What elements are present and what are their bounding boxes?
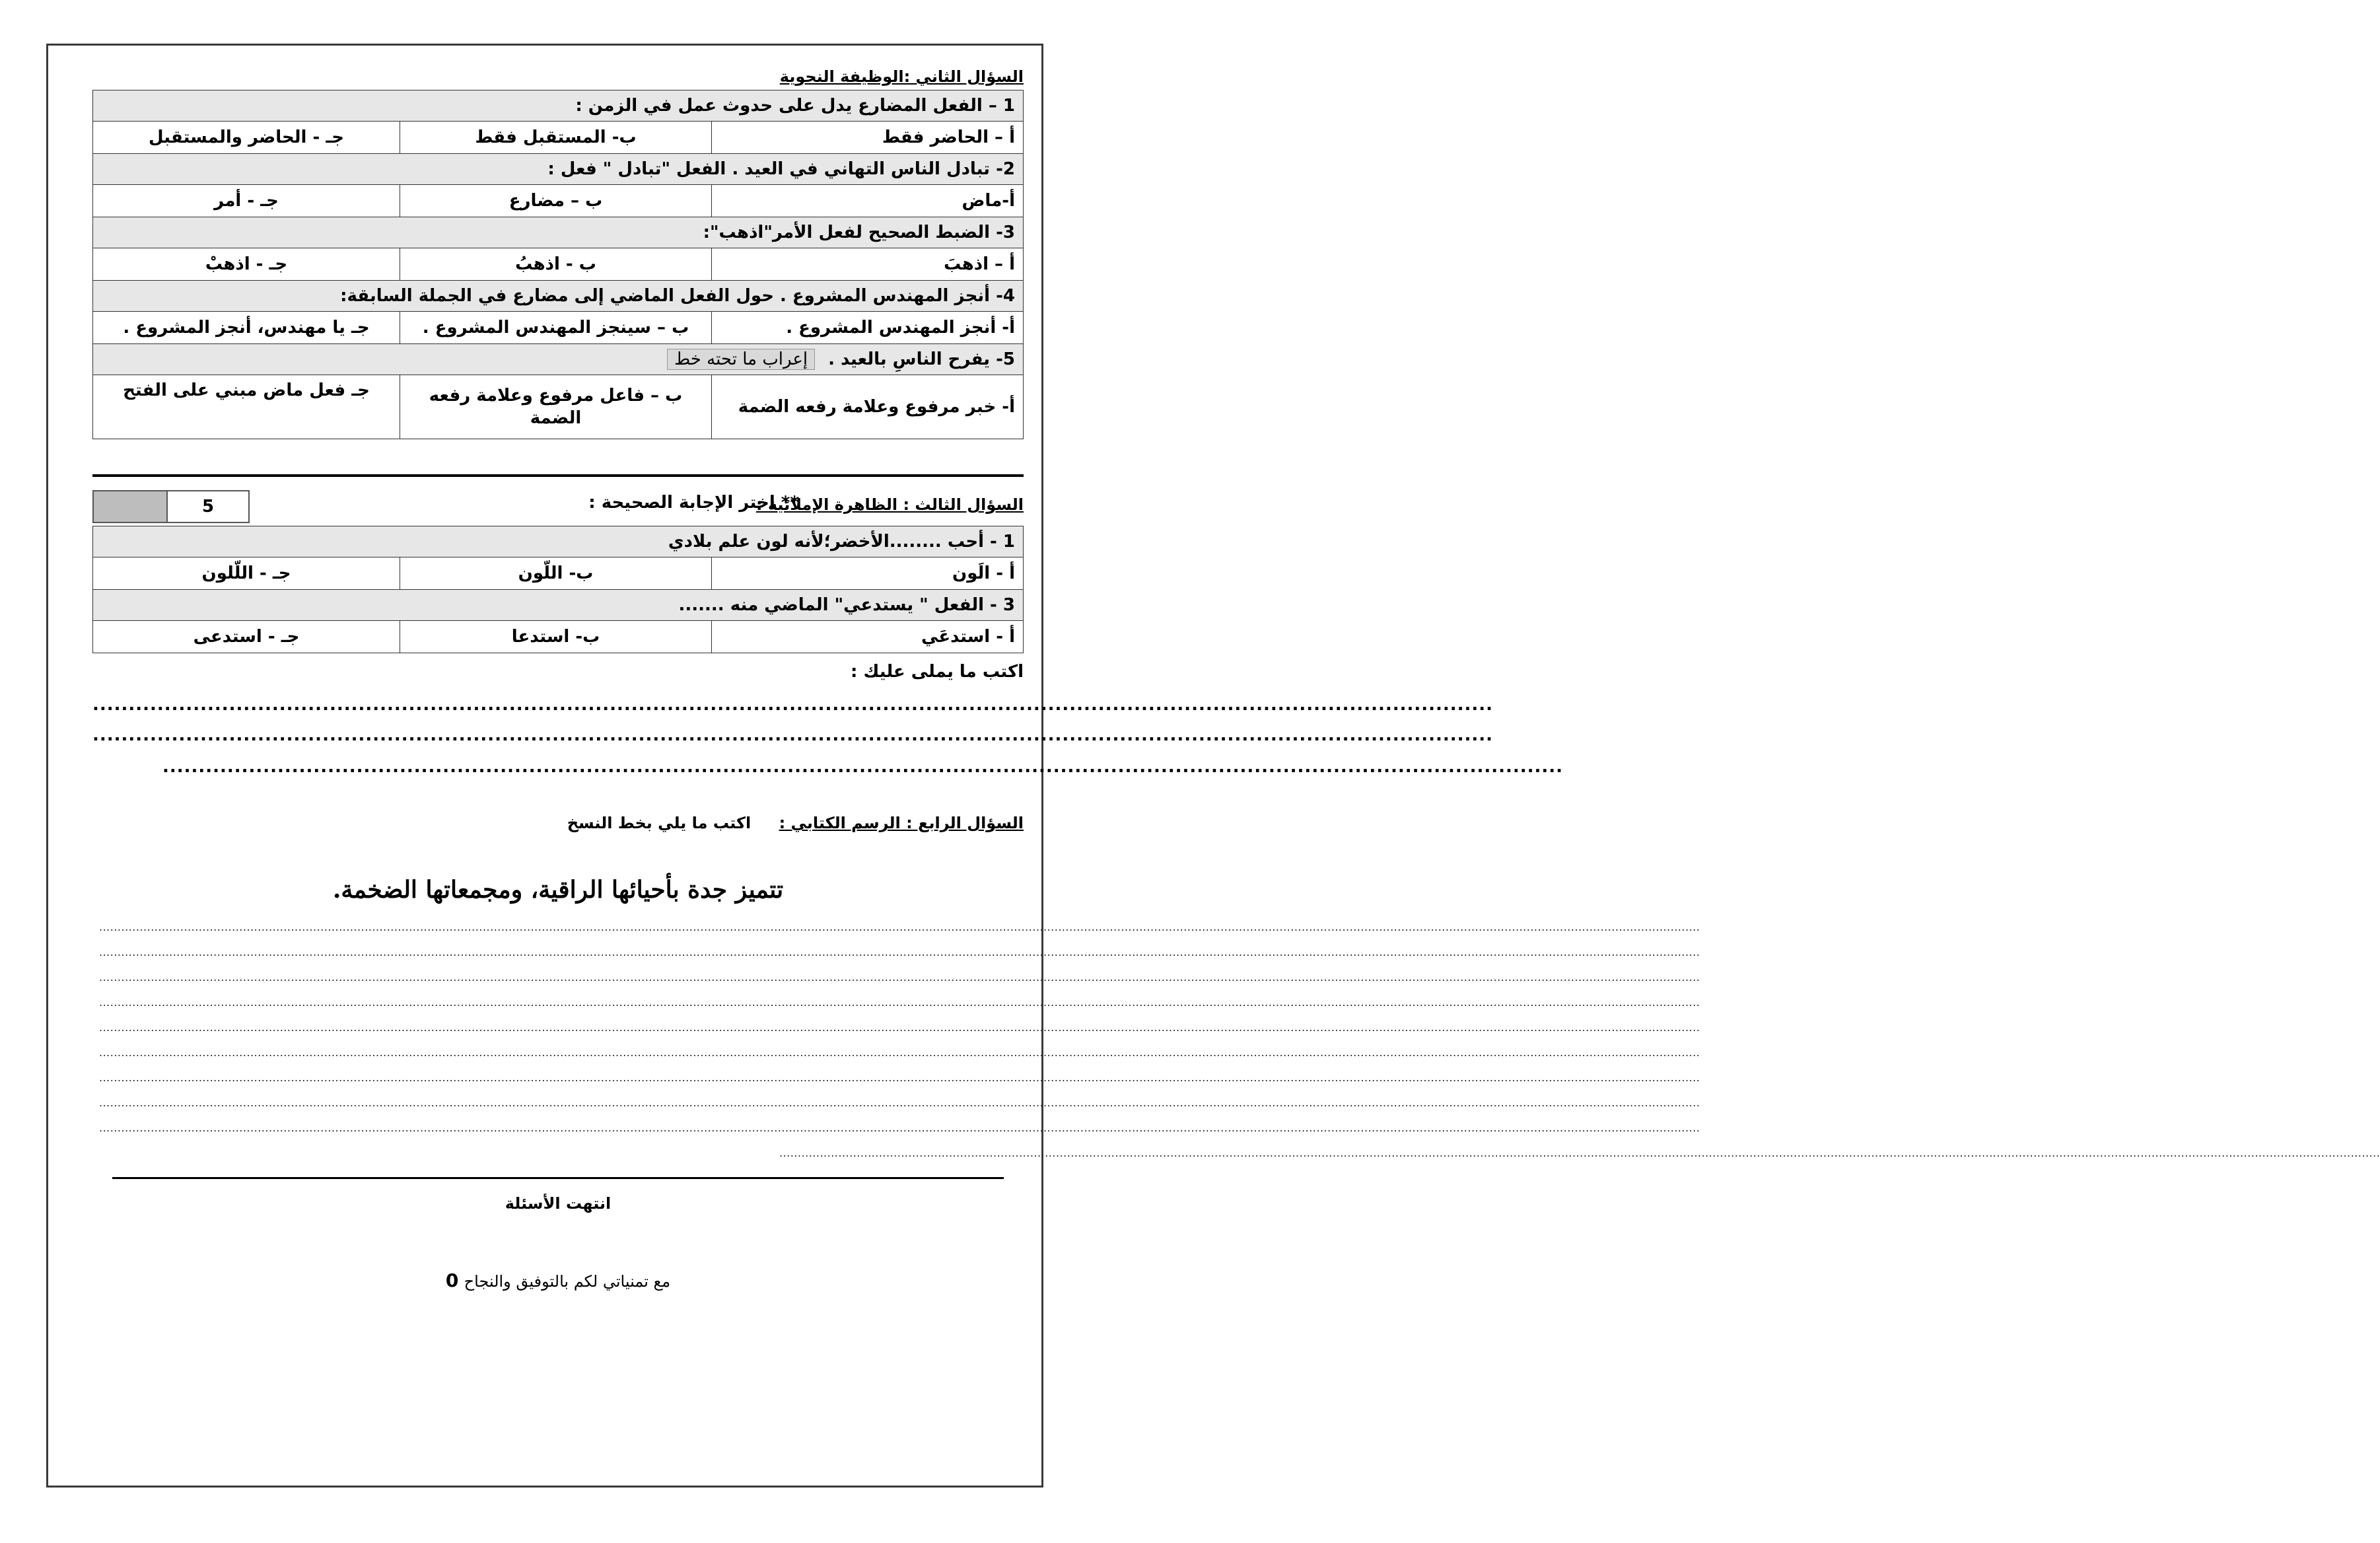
question-row	[93, 154, 1024, 185]
writing-line: ..................................................................................................................................................................................................................................................................................................................................................................................................................................................	[99, 1046, 1700, 1059]
section-2-title: السؤال الثاني :الوظيفة النحوية	[779, 67, 1024, 86]
option-a: أ – الحاضر فقط	[712, 122, 1024, 154]
option-b: ب – فاعل مرفوع وعلامة رفعه الضمة	[400, 375, 712, 439]
section-3-title: السؤال الثالث : الظاهرة الإملائية :	[755, 495, 1024, 514]
section-2-table	[92, 90, 1024, 439]
options-row	[93, 185, 1024, 217]
option-a: أ- خبر مرفوع وعلامة رفعه الضمة	[712, 375, 1024, 439]
writing-line: ..................................................................................................................................................................................................................................................................................................................................................................................................................................................	[99, 996, 1700, 1009]
option-b: ب – سينجز المهندس المشروع .	[400, 312, 712, 344]
section-3-header	[92, 490, 1024, 523]
question-text: 3 - الفعل " يستدعي" الماضي منه .......	[93, 590, 1024, 621]
question-text: 2- تبادل الناس التهاني في العيد . الفعل "تبادل " فعل :	[93, 154, 1024, 185]
option-c: جـ - اللّلون	[93, 557, 400, 590]
score-blank	[94, 491, 168, 522]
option-c: جـ - الحاضر والمستقبل	[93, 122, 400, 154]
section-3-table	[92, 526, 1024, 653]
options-row	[93, 248, 1024, 281]
section-divider	[92, 474, 1024, 477]
writing-line: ..................................................................................................................................................................................................................................................................................................................................................................................................................................................	[99, 921, 1700, 933]
options-row	[93, 375, 1024, 439]
option-c: جـ - استدعى	[93, 621, 400, 653]
question-text: 1 – الفعل المضارع يدل على حدوث عمل في الزمن :	[93, 90, 1024, 122]
answer-line: ...................................................................................................................................................................................................	[92, 725, 1494, 745]
option-b: ب - اذهبُ	[400, 248, 712, 281]
writing-line: ..................................................................................................................................................................................................................................................................................................................................................................................................................................................	[99, 1122, 1700, 1134]
writing-line: ..................................................................................................................................................................................................................................................................................................................................................................................................................................................	[779, 1147, 2380, 1159]
option-c: جـ يا مهندس، أنجز المشروع .	[93, 312, 400, 344]
closing-mark: 0	[445, 1270, 459, 1291]
option-b: ب – مضارع	[400, 185, 712, 217]
writing-line: ..................................................................................................................................................................................................................................................................................................................................................................................................................................................	[99, 1096, 1700, 1109]
question-cell	[93, 344, 1024, 375]
closing-wish: مع تمنياتي لكم بالتوفيق والنجاح	[464, 1272, 671, 1291]
question-text: 1 - أحب ........الأخضر؛لأنه لون علم بلادي	[93, 526, 1024, 557]
score-value: 5	[168, 491, 248, 522]
option-b: ب- اللّون	[400, 557, 712, 590]
question-text: 3- الضبط الصحيح لفعل الأمر"اذهب":	[93, 217, 1024, 248]
option-c: جـ فعل ماض مبني على الفتح	[93, 375, 400, 439]
question-row	[93, 281, 1024, 312]
question-row	[93, 526, 1024, 557]
model-sentence: تتميز جدة بأحيائها الراقية، ومجمعاتها الضخمة.	[332, 876, 784, 904]
option-a: أ - الَون	[712, 557, 1024, 590]
writing-line: ..................................................................................................................................................................................................................................................................................................................................................................................................................................................	[99, 971, 1700, 984]
question-text: 4- أنجز المهندس المشروع . حول الفعل الماضي إلى مضارع في الجملة السابقة:	[93, 281, 1024, 312]
options-row	[93, 312, 1024, 344]
option-a: أ – اذهبَ	[712, 248, 1024, 281]
answer-line: ...................................................................................................................................................................................................	[162, 757, 1564, 777]
option-b: ب- المستقبل فقط	[400, 122, 712, 154]
section-4-instruction: اكتب ما يلي بخط النسخ	[567, 814, 752, 832]
option-b: ب- استدعا	[400, 621, 712, 653]
answer-line: ...................................................................................................................................................................................................	[92, 695, 1494, 715]
section-4-header	[567, 814, 1024, 832]
question-row	[93, 217, 1024, 248]
option-a: أ-ماض	[712, 185, 1024, 217]
writing-line: ..................................................................................................................................................................................................................................................................................................................................................................................................................................................	[99, 946, 1700, 958]
option-a: أ- أنجز المهندس المشروع .	[712, 312, 1024, 344]
option-c: جـ - اذهبْ	[93, 248, 400, 281]
end-text: انتهت الأسئلة	[505, 1194, 612, 1213]
closing-wish-line	[92, 1270, 1024, 1291]
dictation-label: اكتب ما يملى عليك :	[851, 662, 1024, 682]
question-row	[93, 344, 1024, 375]
writing-line: ..................................................................................................................................................................................................................................................................................................................................................................................................................................................	[99, 1071, 1700, 1084]
section-4-title: السؤال الرابع : الرسم الكتابي :	[779, 814, 1024, 832]
options-row	[93, 557, 1024, 590]
question-text: 5- يفرح الناسِ بالعيد .	[828, 349, 1015, 369]
section-2	[92, 63, 1024, 439]
writing-line: ..................................................................................................................................................................................................................................................................................................................................................................................................................................................	[99, 1021, 1700, 1034]
question-box-label: إعراب ما تحته خط	[667, 349, 815, 370]
question-row	[93, 90, 1024, 122]
options-row	[93, 621, 1024, 653]
section-3	[92, 526, 1024, 653]
score-box	[92, 490, 250, 523]
option-a: أ - استدعَي	[712, 621, 1024, 653]
end-divider	[112, 1177, 1004, 1179]
options-row	[93, 122, 1024, 154]
question-row	[93, 590, 1024, 621]
section-3-instruction: ** اختر الإجابة الصحيحة :	[588, 493, 799, 513]
option-c: جـ - أمر	[93, 185, 400, 217]
